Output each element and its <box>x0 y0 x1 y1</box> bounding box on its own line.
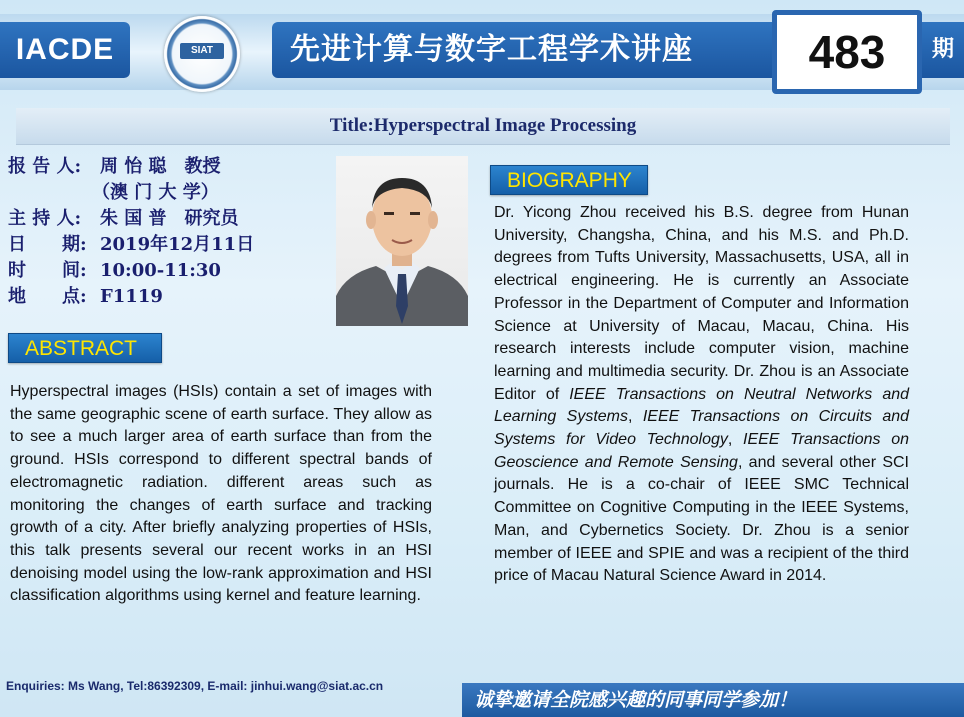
abstract-heading: ABSTRACT <box>8 333 162 363</box>
iacde-logo: IACDE <box>0 22 130 78</box>
biography-heading: BIOGRAPHY <box>490 165 648 195</box>
biography-outro: , and several other SCI journals. He is a co-chair of IEEE SMC Technical Committee on Cognitive Computing in the IEEE Systems, Man, and Cybernetics Society. Dr. Zhou is a senior member of IEEE and SPIE and was a recipient of the third price of Macau Natural Science Award in 2014. <box>494 453 909 585</box>
time-label: 时 间: <box>8 260 87 281</box>
talk-title: Title:Hyperspectral Image Processing <box>329 115 637 136</box>
speaker-portrait-illustration <box>336 156 468 326</box>
speaker-value: 周 怡 聪 教授 <box>100 156 221 177</box>
issue-number: 483 <box>772 10 922 94</box>
place-label: 地 点: <box>8 286 87 307</box>
host-value: 朱 国 普 研究员 <box>100 208 239 229</box>
speaker-photo <box>336 156 468 326</box>
place-value: F1119 <box>100 286 163 307</box>
journal-name: IEEE Transactions on Neutral Networks and Learning Systems <box>494 385 910 426</box>
journal-name: IEEE Transactions on Geoscience and Remote Sensing <box>494 431 909 471</box>
biography-intro: Dr. Yicong Zhou received his B.S. degree from Hunan University, Changsha, China, and his M.S. and Ph.D. degrees from Tufts University, Massachusetts, USA, all in electrical engineering. He is currently an Associate Professor in the Department of Computer and Information Science at University of Macau, Macau, China. His research interests include computer vision, machine learning and multimedia security. Dr. Zhou is an Associate Editor of <box>494 204 909 403</box>
footer-slogan: 诚挚邀请全院感兴趣的同事同学参加！ <box>474 689 798 711</box>
issue-suffix: 期 <box>931 37 954 62</box>
time-value: 10:00-11:30 <box>100 260 221 281</box>
separator: , <box>628 408 643 426</box>
date-line <box>8 232 338 258</box>
biography-text <box>494 202 909 588</box>
speaker-label: 报 告 人: <box>8 156 82 177</box>
series-title: 先进计算与数字工程学术讲座 <box>290 32 693 67</box>
speaker-affiliation: （澳 门 大 学） <box>92 182 219 203</box>
separator: , <box>727 431 743 449</box>
siat-seal-text: SIAT <box>180 43 224 59</box>
speaker-line <box>8 154 338 180</box>
abstract-text: Hyperspectral images (HSIs) contain a set of images with the same geographic scene of earth surface. They allow as to see a much larger area of earth surface than from the ground. HSIs correspond to different spectral bands of electromagnetic radiation. different areas such as monitoring the changes of earth surface and tracking growth of a city. After briefly analyzing properties of HSIs, this talk presents several our recent works in an HSI denoising model using the low-rank approximation and HSI classification algorithms using kernel and feature learning. <box>10 383 432 605</box>
date-value: 2019年12月11日 <box>100 234 255 255</box>
host-line <box>8 206 338 232</box>
date-label: 日 期: <box>8 234 87 255</box>
place-line <box>8 284 338 310</box>
host-label: 主 持 人: <box>8 208 82 229</box>
time-line <box>8 258 338 284</box>
journal-name: IEEE Transactions on Circuits and Systems for Video Technology <box>494 408 910 449</box>
footer-enquiries: Enquiries: Ms Wang, Tel:86392309, E-mail: jinhui.wang@siat.ac.cn <box>6 679 384 693</box>
